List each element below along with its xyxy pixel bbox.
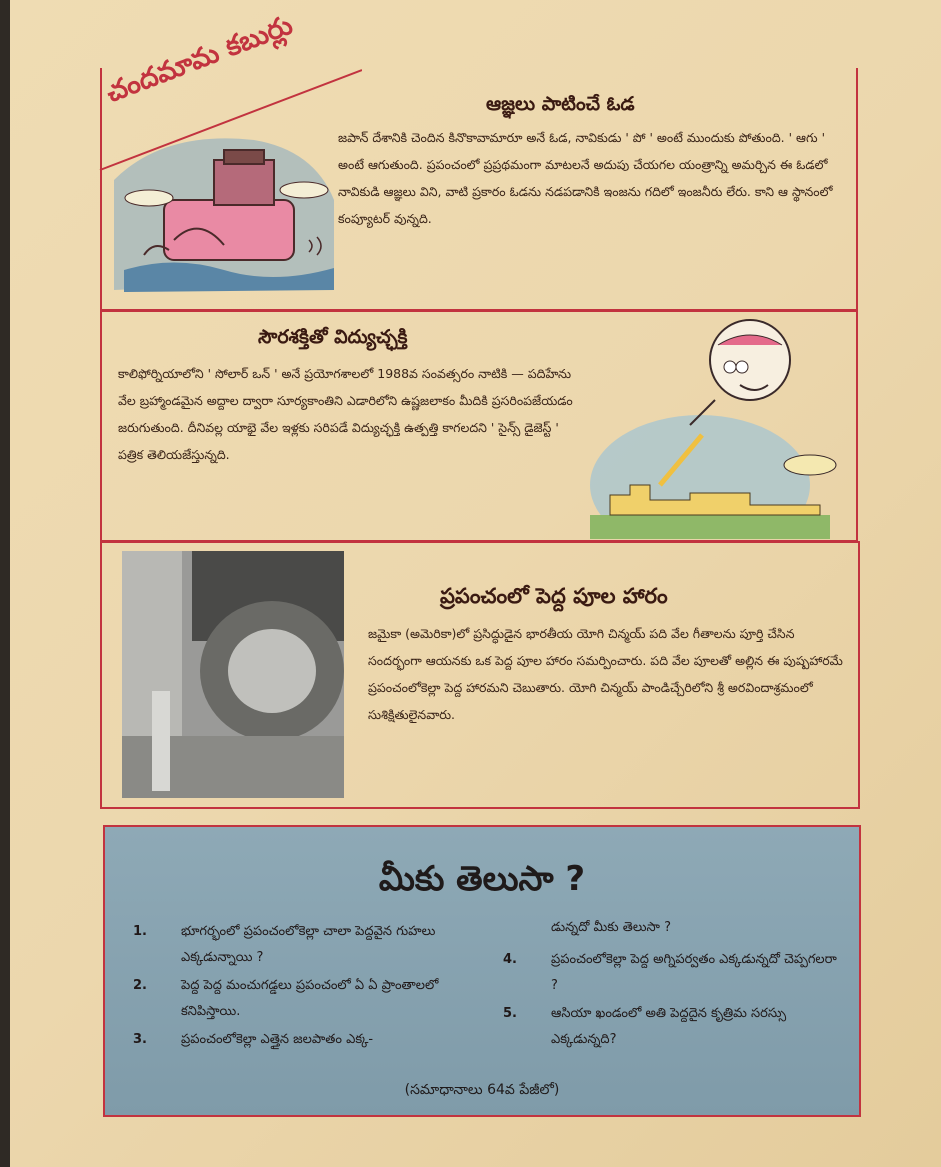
quiz-question [133, 973, 463, 1025]
talking-ship-illustration [104, 120, 344, 300]
news-garland-title: ప్రపంచంలో పెద్ద పూల హారం [440, 584, 668, 608]
quiz-question-text: ప్రపంచంలోకెల్లా ఎత్తైన జలపాతం ఎక్క- [181, 1032, 374, 1047]
news-garland-body: జమైకా (అమెరికా)లో ప్రసిద్ధుడైన భారతీయ యోగి చిన్మయ్ పది వేల గీతాలను పూర్తి చేసిన సందర్భంగా ఆయనకు ఒక పెద్ద పూల హారం సమర్పించారు. పది వేల పూలతో అల్లిన ఈ పుష్పహారమే ప్రపంచంలోకెల్లా పెద్ద హారమని చెబుతారు. యోగి చిన్మయ్ పాండిచ్చేరిలోని శ్రీ అరవిందాశ్రమంలో సుశిక్షితులైనవారు. [368, 626, 843, 722]
quiz-question-number: 3. [133, 1032, 147, 1047]
quiz-question-text: ప్రపంచంలోకెల్లా పెద్ద అగ్నిపర్వతం ఎక్కడున్నదో చెప్పగలరా ? [551, 952, 837, 993]
quiz-question [133, 1027, 463, 1053]
news-ship-title: ఆజ్ఞలు పాటించే ఓడ [486, 93, 635, 115]
news-solar-title: సౌరశక్తితో విద్యుచ్ఛక్తి [258, 326, 408, 348]
quiz-question [503, 947, 843, 999]
sun-mirrors-illustration [590, 315, 850, 539]
quiz-question [503, 1001, 843, 1053]
news-solar-body: కాలిఫోర్నియాలోని ' సోలార్ ఒన్ ' అనే ప్రయోగశాలలో 1988వ సంవత్సరం నాటికి — పదిహేను వేల బ్రహ్మాండమైన అద్దాల ద్వారా సూర్యకాంతిని ఎడారిలోని ఉష్ణజలాకం మీదికి ప్రసరింపజేయడం జరుగుతుంది. దీనివల్ల యాభై వేల ఇళ్లకు సరిపడే విద్యుచ్ఛక్తి ఉత్పత్తి కాగలదని ' సైన్స్ డైజెస్ట్ ' పత్రిక తెలియజేస్తున్నది. [118, 366, 573, 462]
quiz-question-text: భూగర్భంలో ప్రపంచంలోకెల్లా చాలా పెద్దవైన గుహలు ఎక్కడున్నాయి ? [181, 924, 436, 965]
quiz-question-number: 4. [503, 952, 517, 967]
quiz-title: మీకు తెలుసా ? [378, 859, 586, 899]
quiz-question-continuation: డున్నదో మీకు తెలుసా ? [551, 920, 671, 935]
quiz-question-number: 2. [133, 978, 147, 993]
page-spine [0, 0, 10, 1167]
quiz-question [133, 919, 463, 971]
quiz-question-text: పెద్ద పెద్ద మంచుగడ్డలు ప్రపంచంలో ఏ ఏ ప్రాంతాలలో కనిపిస్తాయి. [181, 978, 439, 1019]
quiz-question-number: 1. [133, 924, 147, 939]
quiz-right-column [503, 915, 843, 1055]
quiz-left-column [133, 919, 463, 1055]
quiz-question-text: ఆసియా ఖండంలో అతి పెద్దదైన కృత్రిమ సరస్సు ఎక్కడున్నది? [551, 1006, 787, 1047]
quiz-answers-note: (సమాధానాలు 64వ పేజీలో) [404, 1082, 560, 1098]
news-ship-body: జపాన్ దేశానికి చెందిన కినొకావామారూ అనే ఓడ, నావికుడు ' పో ' అంటే ముందుకు పోతుంది. ' ఆగు ' అంటే ఆగుతుంది. ప్రపంచంలో ప్రప్రథమంగా మాటలనే అదుపు చేయగల యంత్రాన్ని అమర్చిన ఈ ఓడలో నావికుడి ఆజ్ఞలు విని, వాటి ప్రకారం ఓడను నడపడానికి ఇంజను గదిలో ఇంజనీరు లేరు. కాని ఆ స్థానంలో కంప్యూటర్ వున్నది. [338, 130, 833, 226]
section-title: చందమామ కబుర్లు [102, 9, 297, 109]
quiz-box [103, 825, 861, 1117]
garland-photo [122, 551, 344, 798]
quiz-question-number: 5. [503, 1006, 517, 1021]
